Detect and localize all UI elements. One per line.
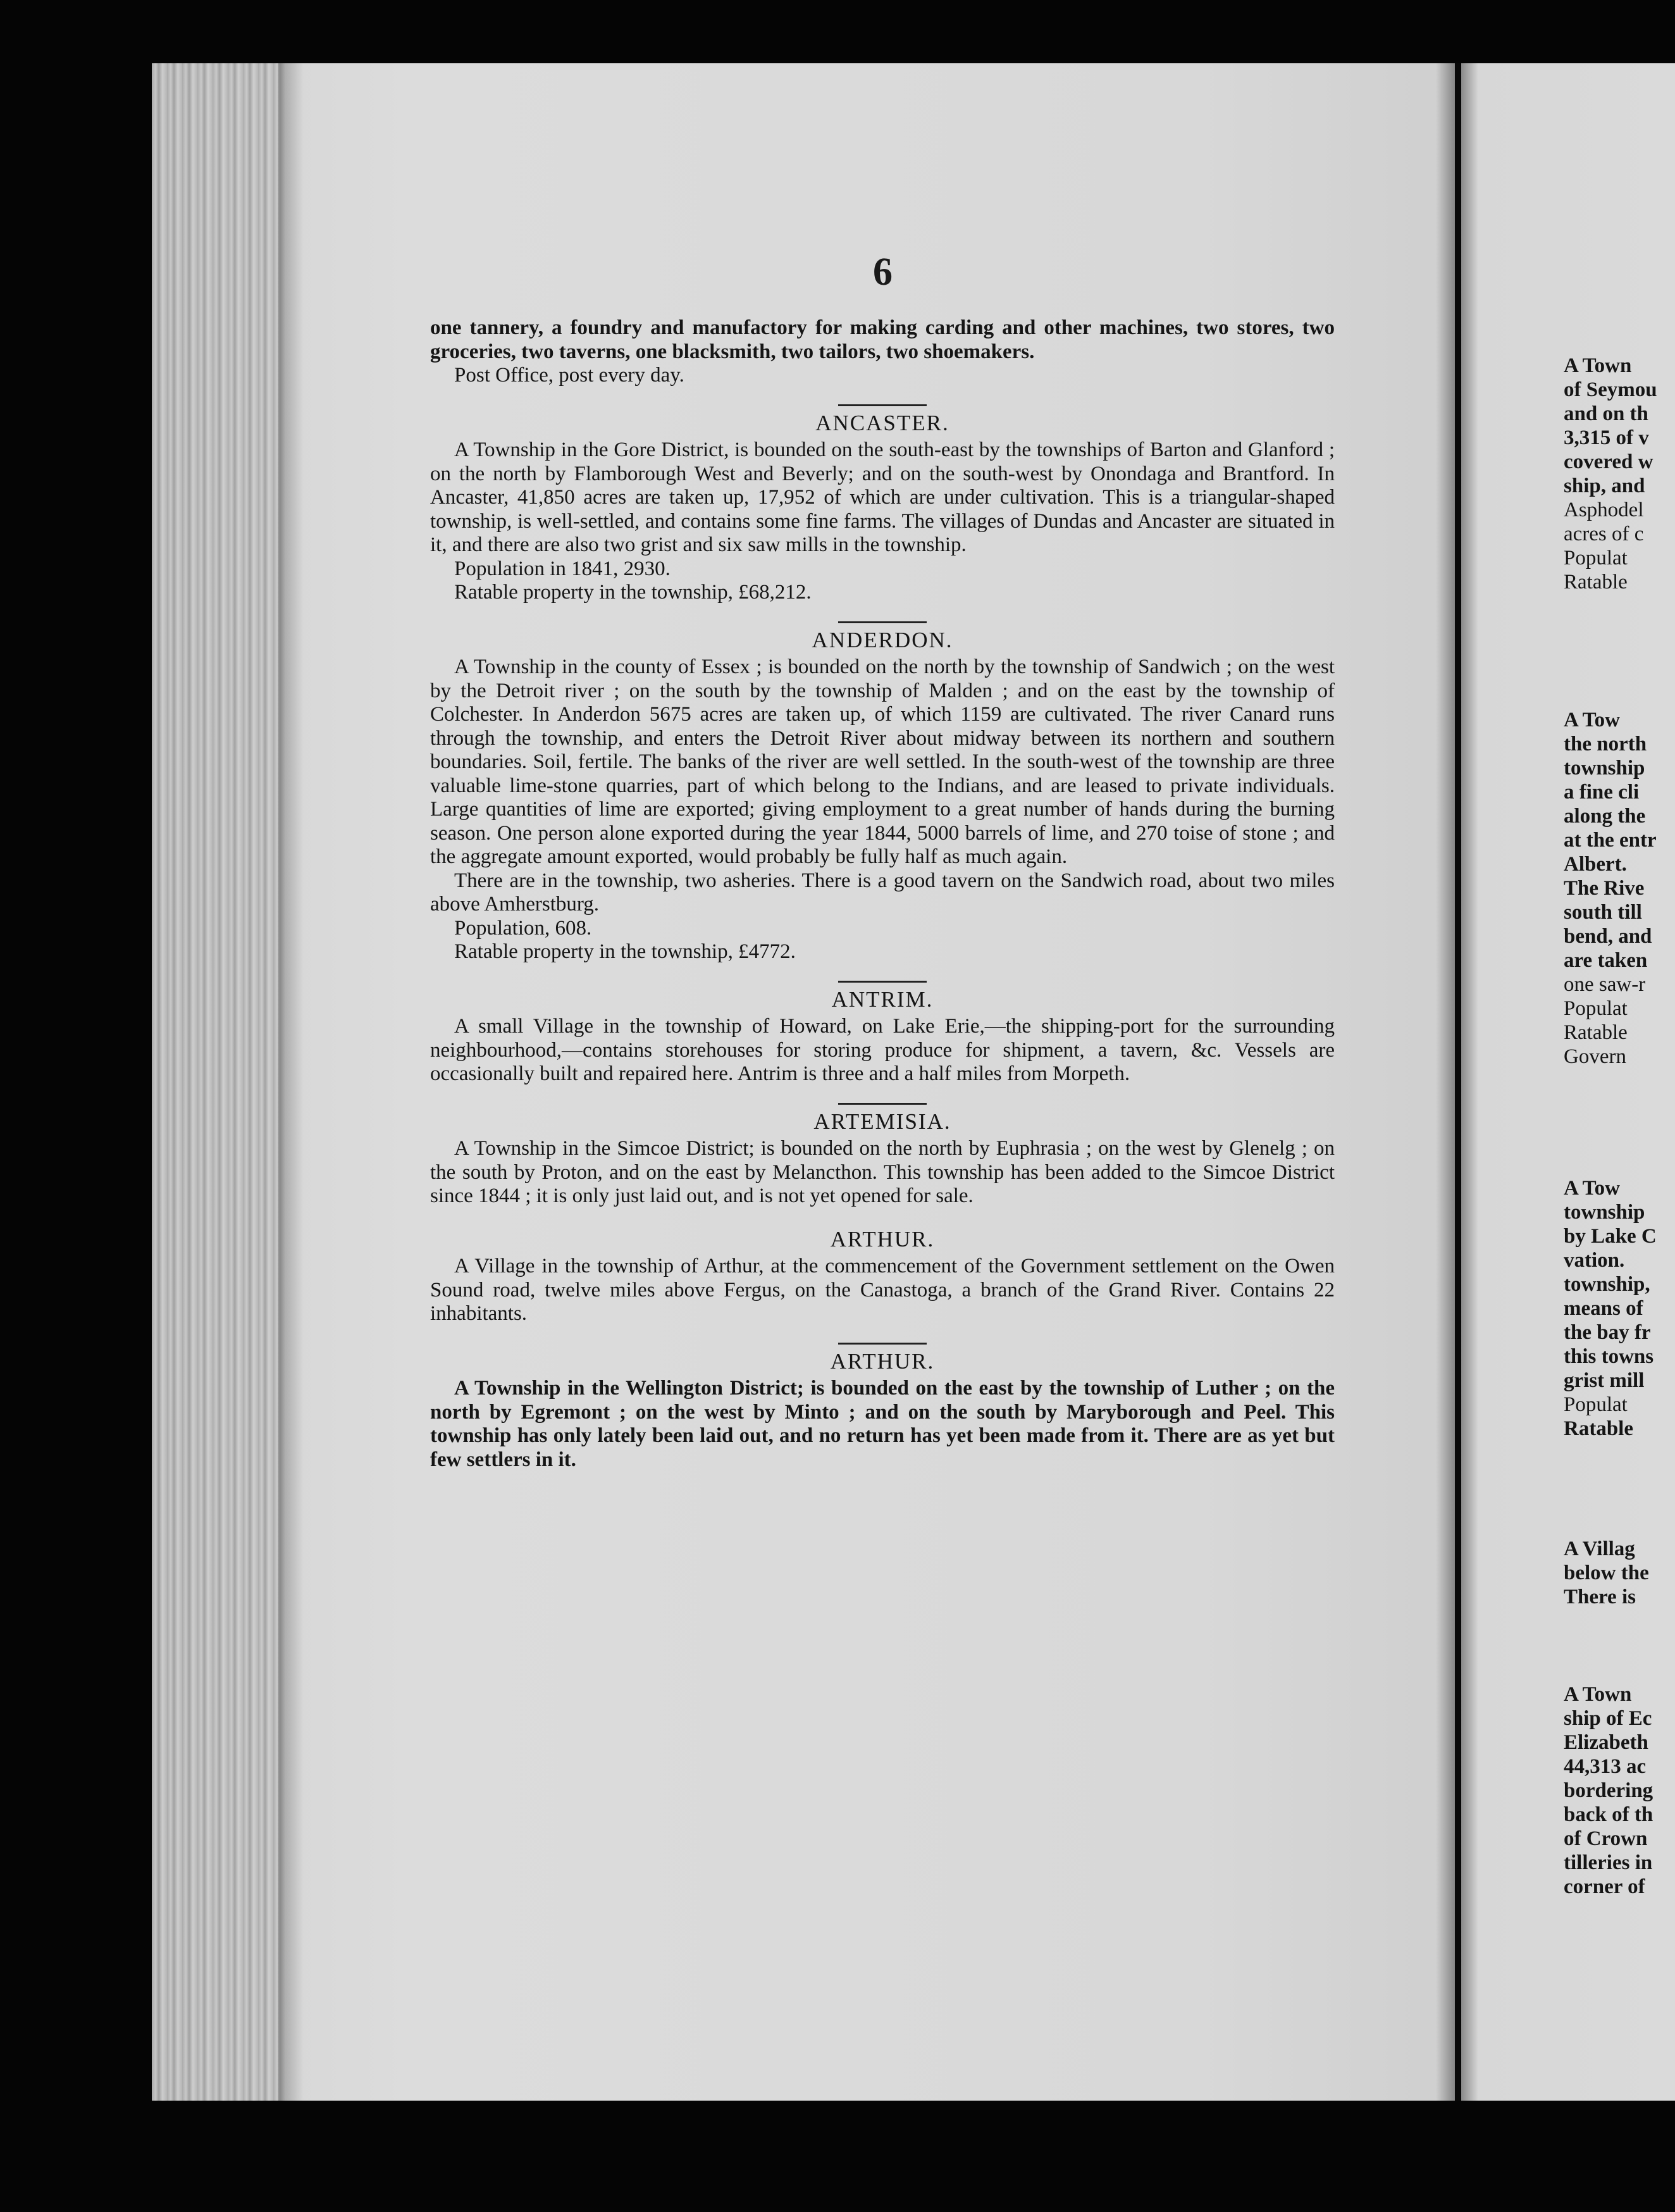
entry-heading-text: ARTEMISIA. bbox=[813, 1109, 951, 1134]
facing-page-line: ship of Ec bbox=[1564, 1707, 1652, 1730]
page-number: 6 bbox=[873, 251, 893, 294]
facing-page-line: A Town bbox=[1564, 1683, 1632, 1706]
facing-page-line: Ratable bbox=[1564, 571, 1628, 593]
intro-continuation: one tannery, a foundry and manufactory for making carding and other machines, two stores, two groceries, two taverns, one blacksmith, two tailors, two shoemakers. bbox=[430, 316, 1335, 363]
facing-page-line: Elizabeth bbox=[1564, 1731, 1648, 1754]
facing-page-line: Populat bbox=[1564, 547, 1628, 569]
facing-page-line: are taken bbox=[1564, 949, 1648, 972]
facing-page-line: one saw-r bbox=[1564, 973, 1646, 996]
entry-heading bbox=[430, 1094, 1335, 1134]
facing-page-line: A Tow bbox=[1564, 709, 1620, 731]
entry-heading-text: ANCASTER. bbox=[815, 410, 949, 435]
facing-page-line: along the bbox=[1564, 805, 1646, 828]
entry-body: A Township in the Simcoe District; is bounded on the north by Euphrasia ; on the west by Glenelg ; on the south by Proton, and on the east by Melancthon. This township has been added to the Simcoe District since 1844 ; it is only just laid out, and is not yet opened for sale. bbox=[430, 1137, 1335, 1207]
entry-heading bbox=[430, 1216, 1335, 1252]
entry-heading bbox=[430, 972, 1335, 1012]
facing-page-line: of Crown bbox=[1564, 1827, 1648, 1850]
entry-body-continued: There are in the township, two asheries. There is a good tavern on the Sandwich road, about two miles above Amherstburg. bbox=[430, 869, 1335, 916]
facing-page-line: Ratable bbox=[1564, 1417, 1633, 1440]
entry-body: A Township in the Gore District, is bounded on the south-east by the townships of Barton and Glanford ; on the north by Flamborough West and Beverly; and on the south-west by Onondaga and Brantford. In Ancaster, 41,850 acres are taken up, 17,952 of which are under cultivation. This is a triangular-shaped township, is well-settled, and contains some fine farms. The villages of Dundas and Ancaster are situated in it, and there are also two grist and six saw mills in the township. bbox=[430, 438, 1335, 556]
facing-page-line: Populat bbox=[1564, 1393, 1628, 1416]
facing-page-line: 3,315 of v bbox=[1564, 426, 1649, 449]
entry-line: Population, 608. bbox=[454, 916, 592, 940]
facing-page-line: A Tow bbox=[1564, 1177, 1620, 1200]
facing-page-line: township, bbox=[1564, 1273, 1650, 1296]
facing-page-line: corner of bbox=[1564, 1875, 1645, 1898]
entry-heading-text: ARTHUR. bbox=[830, 1226, 935, 1252]
page-binding bbox=[152, 63, 285, 2101]
entry-body: A Township in the Wellington District; is bounded on the east by the township of Luther ; on the north by Egremont ; on the west by Minto ; and on the south by Maryborough and Peel. This township has only lately been laid out, and no return has yet been made from it. There are as yet but few settlers in it. bbox=[430, 1377, 1335, 1471]
facing-page-line: south till bbox=[1564, 901, 1642, 924]
entry-heading bbox=[430, 612, 1335, 652]
facing-page-line: bordering bbox=[1564, 1779, 1653, 1802]
facing-page-line: A Villag bbox=[1564, 1538, 1635, 1560]
entry-body: A Village in the township of Arthur, at the commencement of the Government settlement on the Owen Sound road, twelve miles above Fergus, on the Canastoga, a branch of the Grand River. Contains 22 inhabitants. bbox=[430, 1255, 1335, 1325]
facing-page-line: this towns bbox=[1564, 1345, 1654, 1368]
facing-page-line: township bbox=[1564, 757, 1645, 780]
entry-heading-text: ANDERDON. bbox=[812, 627, 953, 652]
heading-rule bbox=[838, 621, 927, 623]
post-office-line: Post Office, post every day. bbox=[454, 364, 684, 387]
facing-page-line: by Lake C bbox=[1564, 1225, 1657, 1248]
facing-page-line: at the entr bbox=[1564, 829, 1657, 852]
facing-page bbox=[1461, 63, 1675, 2101]
facing-page-line: tilleries in bbox=[1564, 1851, 1653, 1874]
facing-page-line: the bay fr bbox=[1564, 1321, 1651, 1344]
entry-body: A small Village in the township of Howard, on Lake Erie,—the shipping-port for the surrounding neighbourhood,—contains storehouses for storing produce for shipment, a tavern, &c. Vessels are occasionally built and repaired here. Antrim is three and a half miles from Morpeth. bbox=[430, 1015, 1335, 1085]
binding-shadow bbox=[278, 63, 304, 2101]
facing-page-line: ship, and bbox=[1564, 475, 1645, 497]
entry-line: Population in 1841, 2930. bbox=[454, 557, 671, 580]
entry-line: Ratable property in the township, £68,212. bbox=[454, 581, 812, 604]
facing-page-line: means of bbox=[1564, 1297, 1643, 1320]
facing-page-line: back of th bbox=[1564, 1803, 1653, 1826]
heading-rule bbox=[838, 1103, 927, 1105]
facing-page-line: Albert. bbox=[1564, 853, 1627, 876]
entry-heading bbox=[430, 1334, 1335, 1374]
facing-page-line: and on th bbox=[1564, 402, 1648, 425]
facing-page-line: The Rive bbox=[1564, 877, 1645, 900]
facing-page-line: covered w bbox=[1564, 450, 1653, 473]
facing-page-line: vation. bbox=[1564, 1249, 1625, 1272]
facing-page-line: Asphodel bbox=[1564, 499, 1644, 521]
facing-page-line: township bbox=[1564, 1201, 1645, 1224]
heading-rule bbox=[838, 404, 927, 406]
facing-page-line: the north bbox=[1564, 733, 1647, 755]
entry-line: Ratable property in the township, £4772. bbox=[454, 940, 796, 963]
facing-page-line: below the bbox=[1564, 1562, 1649, 1584]
facing-page-line: Ratable bbox=[1564, 1021, 1628, 1044]
entry-heading-text: ANTRIM. bbox=[831, 986, 934, 1012]
facing-page-line: 44,313 ac bbox=[1564, 1755, 1647, 1778]
heading-rule bbox=[838, 981, 927, 983]
page-text bbox=[430, 316, 1335, 1472]
entry-heading bbox=[430, 395, 1335, 435]
facing-page-line: Populat bbox=[1564, 997, 1628, 1020]
facing-page-line: There is bbox=[1564, 1586, 1636, 1608]
facing-page-line: acres of c bbox=[1564, 523, 1644, 545]
facing-page-line: bend, and bbox=[1564, 925, 1652, 948]
page-edge bbox=[1436, 63, 1455, 2101]
facing-page-line: grist mill bbox=[1564, 1369, 1645, 1392]
entry-body: A Township in the county of Essex ; is bounded on the north by the township of Sandwich ; on the west by the Detroit river ; on the south by the township of Malden ; and on the east by the township of Colchester. In Anderdon 5675 acres are taken up, of which 1159 are cultivated. The river Canard runs through the township, and enters the Detroit River about midway between its northern and southern boundaries. Soil, fertile. The banks of the river are well settled. In the south-west of the township are three valuable lime-stone quarries, part of which belong to the Indians, and are leased to private individuals. Large quantities of lime are exported; giving employment to a great number of hands during the burning season. One person alone exported during the year 1844, 5000 barrels of lime, and 270 toise of stone ; and the aggregate amount exported, would probably be fully half as much again. bbox=[430, 656, 1335, 868]
entry-heading-text: ARTHUR. bbox=[830, 1348, 935, 1374]
heading-rule bbox=[838, 1343, 927, 1345]
facing-page-line: Govern bbox=[1564, 1045, 1626, 1068]
facing-page-line: a fine cli bbox=[1564, 781, 1640, 804]
facing-page-line: A Town bbox=[1564, 354, 1632, 377]
facing-page-line: of Seymou bbox=[1564, 378, 1657, 401]
